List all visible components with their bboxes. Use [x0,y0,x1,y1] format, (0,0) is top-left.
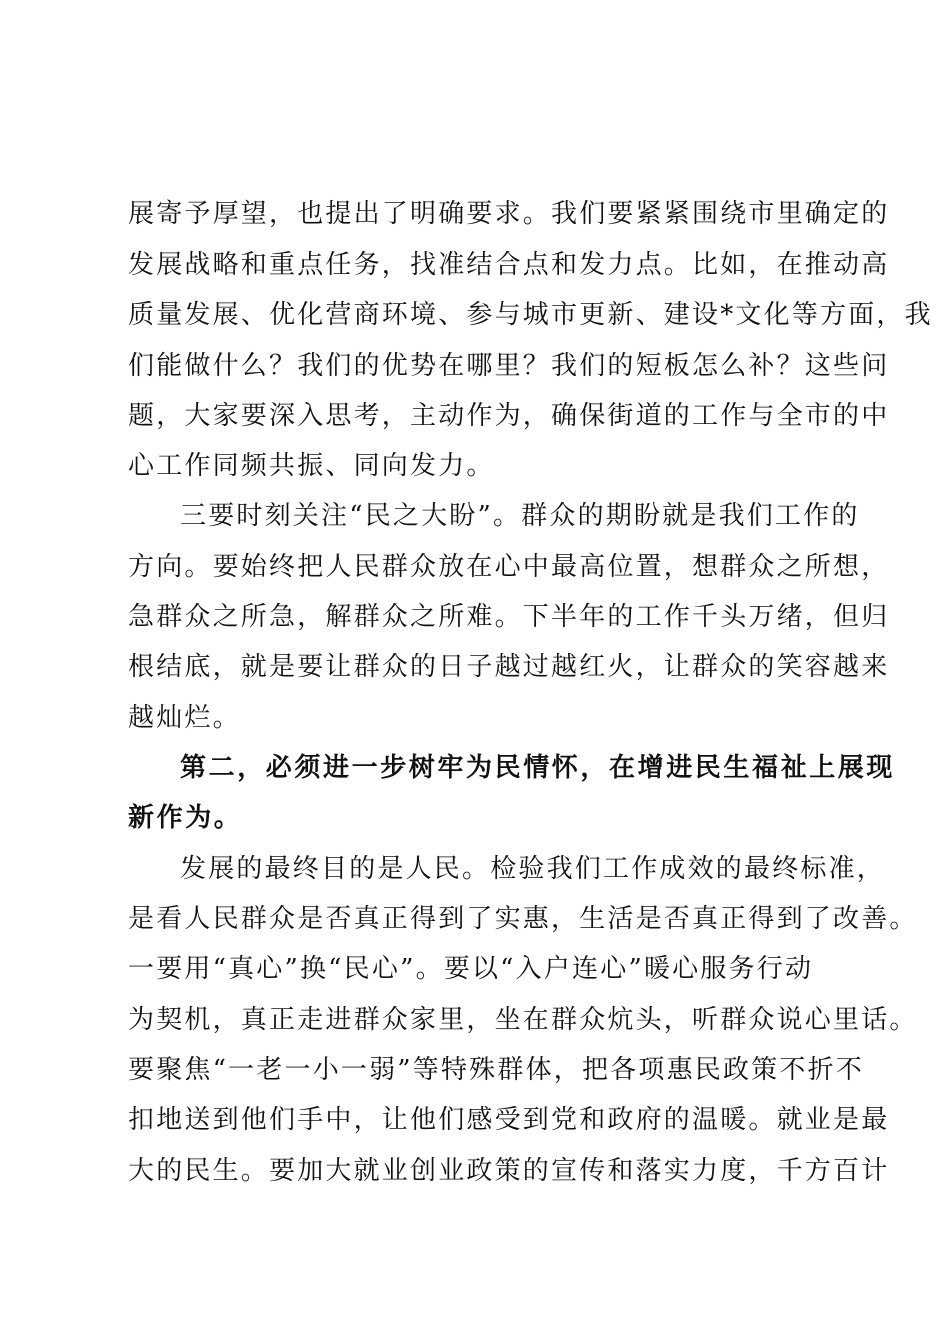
text-line: 根结底，就是要让群众的日子越过越红火，让群众的笑容越来 [128,652,890,682]
text-line: 一要用“真心”换“民心”。要以“入户连心”暖心服务行动 [128,954,814,984]
text-line: 心工作同频共振、同向发力。 [128,451,495,481]
text-line: 展寄予厚望，也提出了明确要求。我们要紧紧围绕市里确定的 [128,199,890,229]
text-line: 方向。要始终把人民群众放在心中最高位置，想群众之所想， [128,552,890,582]
text-line: 质量发展、优化营商环境、参与城市更新、建设*文化等方面，我 [128,300,933,330]
text-line: 扣地送到他们手中，让他们感受到党和政府的温暖。就业是最 [128,1105,890,1135]
text-line: 要聚焦“一老一小一弱”等特殊群体，把各项惠民政策不折不 [128,1055,864,1085]
text-line: 发展的最终目的是人民。检验我们工作成效的最终标准， [180,854,886,884]
text-line: 大的民生。要加大就业创业政策的宣传和落实力度，千方百计 [128,1156,890,1186]
section-heading-line: 第二，必须进一步树牢为民情怀，在增进民生福祉上展现 [180,753,896,783]
text-line: 题，大家要深入思考，主动作为，确保街道的工作与全市的中 [128,401,890,431]
text-line: 三要时刻关注“民之大盼”。群众的期盼就是我们工作的 [180,501,860,531]
text-line: 们能做什么？我们的优势在哪里？我们的短板怎么补？这些问 [128,351,890,381]
text-line: 急群众之所急，解群众之所难。下半年的工作千头万绪，但归 [128,602,890,632]
text-line: 是看人民群众是否真正得到了实惠，生活是否真正得到了改善。 [128,904,918,934]
section-heading-line: 新作为。 [128,803,243,833]
text-line: 发展战略和重点任务，找准结合点和发力点。比如，在推动高 [128,250,890,280]
text-line: 为契机，真正走进群众家里，坐在群众炕头，听群众说心里话。 [128,1005,918,1035]
text-line: 越灿烂。 [128,703,241,733]
